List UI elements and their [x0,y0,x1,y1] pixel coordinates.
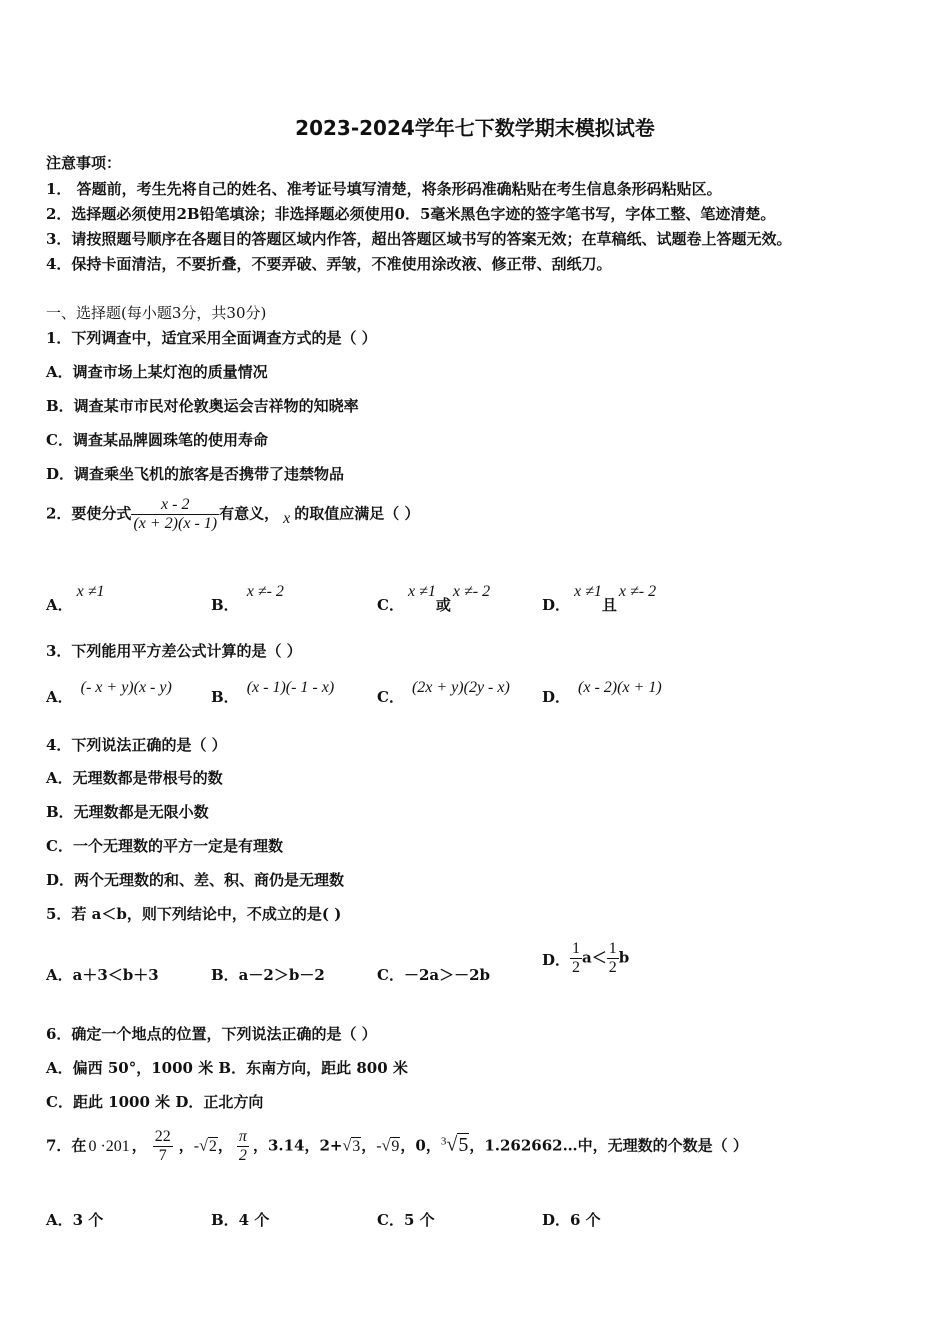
q5-frac-2-num: 1 [608,940,617,957]
q3-option-b [211,676,335,706]
q7-frac-2-num: π [238,1128,247,1145]
question-4-stem: 4．下列说法正确的是（ ） [46,736,227,754]
q5-frac-1 [570,940,582,977]
q7-frac-1-num: 22 [154,1128,171,1145]
question-6-options-row-1: A．偏西 50°，1000 米 B．东南方向，距此 800 米 [46,1059,408,1077]
q2-expr-d2: x ≠- 2 [618,583,657,600]
q7-sqrt-sign-3: √ [381,1137,391,1155]
q7-repeating-decimal: 0 ·201 [88,1137,130,1155]
q2-label-d: D． [542,596,571,614]
q2-option-b [211,580,284,614]
question-1-option-a: A．调查市场上某灯泡的质量情况 [46,363,268,381]
q7-pre: 7．在 [46,1136,87,1155]
q2-option-a [46,580,105,614]
q2-expr-c1: x ≠1 [407,583,436,600]
q7-sep-2: ， [178,1136,194,1155]
q3-option-a [46,676,172,706]
q3-label-b: B． [211,688,239,706]
q2-frac-den: (x + 2)(x - 1) [133,515,218,532]
question-6-stem: 6．确定一个地点的位置，下列说法正确的是（ ） [46,1025,377,1043]
q2-label-a: A． [46,596,73,614]
q5-frac-2-den: 2 [608,959,617,976]
q3-option-c [377,676,510,706]
question-2-stem [46,496,419,533]
q2-conn-d: 且 [601,596,617,614]
question-4-option-b: B．无理数都是无限小数 [46,803,209,821]
q7-sqrt-sign-2: √ [342,1137,352,1155]
q7-sep-1: ， [131,1136,147,1155]
q3-expr-c: (2x + y)(2y - x) [411,679,510,696]
q2-option-c [377,580,491,614]
q7-neg-1: - [193,1137,200,1155]
q7-sqrt-sign-4: √ [446,1133,458,1156]
q3-label-c: C． [377,688,404,706]
q2-mid: 有意义， [219,504,280,523]
question-3-stem: 3．下列能用平方差公式计算的是（ ） [46,642,302,660]
q7-post: ，1.262662…中，无理数的个数是（ ） [469,1136,748,1155]
q5-option-a: A．a＋3＜b＋3 [46,966,159,984]
q5-frac-1-den: 2 [572,959,581,976]
q7-mid: ，3.14，2+ [252,1136,343,1155]
q7-option-a: A．3 个 [46,1211,104,1229]
q5-frac-1-num: 1 [572,940,581,957]
q7-option-b: B．4 个 [211,1211,270,1229]
q3-expr-d: (x - 2)(x + 1) [578,679,662,696]
question-4-option-a: A．无理数都是带根号的数 [46,769,223,787]
question-5-stem: 5．若 a＜b，则下列结论中，不成立的是( ) [46,905,342,923]
question-1-stem: 1．下列调查中，适宜采用全面调查方式的是（ ） [46,329,377,347]
question-1-option-c: C．调查某品牌圆珠笔的使用寿命 [46,431,268,449]
q2-label-c: C． [377,596,404,614]
q7-frac-2-den: 2 [237,1146,249,1165]
q7-sqrt-3: 3 [352,1137,361,1155]
notice-item-1: 1． 答题前，考生先将自己的姓名、准考证号填写清楚，将条形码准确粘贴在考生信息条形码粘贴区。 [46,180,722,198]
q7-neg-2: - [376,1137,382,1155]
question-6-options-row-2: C．距此 1000 米 D．正北方向 [46,1093,264,1111]
q5-option-b: B．a－2＞b－2 [211,966,325,984]
q7-frac-22-7 [153,1128,173,1165]
question-7-stem [46,1128,748,1165]
page-title: 2023-2024学年七下数学期末模拟试卷 [295,116,655,140]
q2-pre: 2．要使分式 [46,504,132,523]
section-heading: 一、选择题(每小题3分，共30分) [46,304,267,322]
q2-option-d [542,580,657,614]
q2-var: x [283,509,291,527]
q7-sep-4: ， [361,1136,377,1155]
notice-heading: 注意事项： [46,154,122,172]
q5-option-c: C．－2a＞－2b [377,966,491,984]
q2-conn-c: 或 [435,596,451,614]
q2-expr-c2: x ≠- 2 [452,583,491,600]
q7-sqrt-sign-1: √ [199,1137,208,1155]
q2-expr-b: x ≠- 2 [246,583,284,600]
q5-opt-d-a: a＜ [582,948,607,967]
notice-item-3: 3．请按照题号顺序在各题目的答题区域内作答，超出答题区域书写的答案无效；在草稿纸、试题卷上答题无效。 [46,230,792,248]
q2-expr-a: x ≠1 [76,583,105,600]
q2-post: 的取值应满足（ ） [294,504,420,523]
q7-sep-3: ， [217,1136,233,1155]
q7-frac-1-den: 7 [153,1146,173,1165]
q7-cbrt-index: 3 [440,1135,447,1148]
q7-cbrt-5: 5 [458,1133,469,1156]
q3-option-d [542,676,662,706]
q7-frac-pi-2 [237,1128,249,1165]
q5-frac-2 [607,940,619,977]
q3-label-a: A． [46,688,73,706]
notice-item-2: 2．选择题必须使用2B铅笔填涂；非选择题必须使用0．5毫米黑色字迹的签字笔书写，字体工整、笔迹清楚。 [46,205,776,223]
question-1-option-d: D．调查乘坐飞机的旅客是否携带了违禁物品 [46,465,345,483]
question-1-option-b: B．调查某市市民对伦敦奥运会吉祥物的知晓率 [46,397,359,415]
q3-expr-a: (- x + y)(x - y) [80,679,172,696]
question-4-option-c: C．一个无理数的平方一定是有理数 [46,837,283,855]
q2-label-b: B． [211,596,239,614]
question-4-option-d: D．两个无理数的和、差、积、商仍是无理数 [46,871,345,889]
q5-label-d: D． [542,950,571,969]
q3-label-d: D． [542,688,571,706]
q7-option-d: D．6 个 [542,1211,601,1229]
q2-fraction [131,496,219,533]
q7-sqrt-9: 9 [391,1137,400,1155]
q5-option-d [542,940,629,977]
q7-sqrt-2: 2 [208,1137,217,1155]
q2-frac-num: x - 2 [161,496,190,513]
q5-opt-d-b: b [618,948,630,967]
q7-option-c: C．5 个 [377,1211,435,1229]
q7-zero: ，0， [400,1136,441,1155]
notice-item-4: 4．保持卡面清洁，不要折叠，不要弄破、弄皱，不准使用涂改液、修正带、刮纸刀。 [46,255,612,273]
q2-expr-d1: x ≠1 [574,583,602,600]
q3-expr-b: (x - 1)(- 1 - x) [246,679,335,696]
